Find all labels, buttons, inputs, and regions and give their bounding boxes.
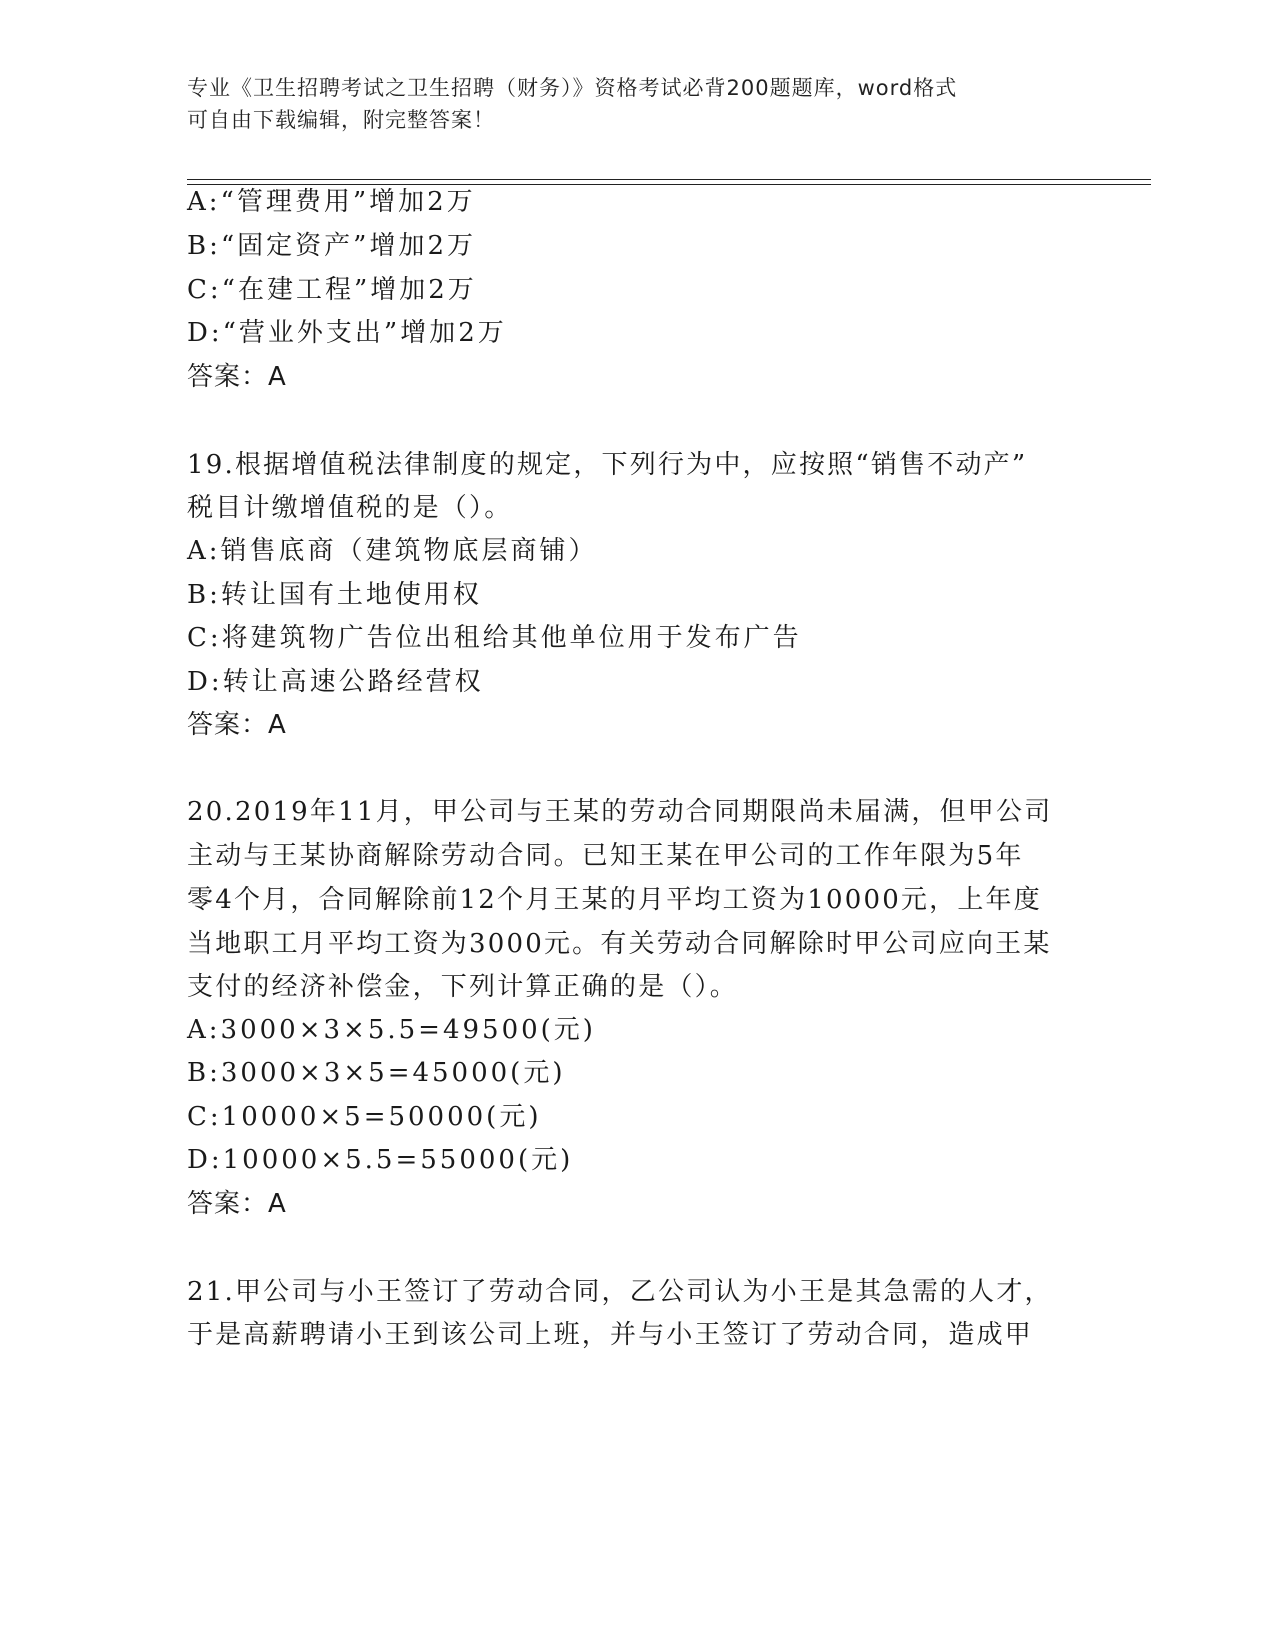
q20-option-a: A:3000×3×5.5=49500(元) bbox=[187, 1015, 596, 1045]
q18-option-a: A:“管理费用”增加2万 bbox=[187, 187, 476, 217]
q20-text-line-3: 零4个月，合同解除前12个月王某的月平均工资为10000元，上年度 bbox=[187, 885, 1042, 915]
header-title-line-2: 可自由下载编辑，附完整答案！ bbox=[187, 108, 495, 132]
q19-answer: 答案：A bbox=[187, 710, 287, 740]
q20-text-line-5: 支付的经济补偿金，下列计算正确的是（）。 bbox=[187, 972, 739, 1002]
q19-text-line-1: 19.根据增值税法律制度的规定，下列行为中，应按照“销售不动产” bbox=[187, 450, 1028, 480]
header-divider-bottom bbox=[187, 184, 1151, 185]
q18-option-d: D:“营业外支出”增加2万 bbox=[187, 318, 507, 348]
q20-text-line-1: 20.2019年11月，甲公司与王某的劳动合同期限尚未届满，但甲公司 bbox=[187, 797, 1053, 827]
q21-text-line-2: 于是高薪聘请小王到该公司上班，并与小王签订了劳动合同，造成甲 bbox=[187, 1320, 1034, 1350]
header-title-line-1: 专业《卫生招聘考试之卫生招聘（财务）》资格考试必背200题题库，word格式 bbox=[187, 76, 958, 100]
document-header bbox=[187, 72, 1067, 136]
q18-answer: 答案：A bbox=[187, 362, 287, 392]
q21-text-line-1: 21.甲公司与小王签订了劳动合同，乙公司认为小王是其急需的人才， bbox=[187, 1277, 1053, 1307]
q20-answer: 答案：A bbox=[187, 1189, 287, 1219]
q18-option-b: B:“固定资产”增加2万 bbox=[187, 231, 476, 261]
header-divider-top bbox=[187, 179, 1151, 180]
q20-option-c: C:10000×5=50000(元) bbox=[187, 1102, 542, 1132]
q19-option-a: A:销售底商（建筑物底层商铺） bbox=[187, 536, 598, 566]
q18-option-c: C:“在建工程”增加2万 bbox=[187, 275, 477, 305]
q19-option-d: D:转让高速公路经营权 bbox=[187, 667, 484, 697]
q19-option-c: C:将建筑物广告位出租给其他单位用于发布广告 bbox=[187, 623, 802, 653]
q20-text-line-4: 当地职工月平均工资为3000元。有关劳动合同解除时甲公司应向王某 bbox=[187, 929, 1052, 959]
q19-text-line-2: 税目计缴增值税的是（）。 bbox=[187, 493, 513, 523]
q20-option-b: B:3000×3×5=45000(元) bbox=[187, 1058, 566, 1088]
q19-option-b: B:转让国有土地使用权 bbox=[187, 580, 482, 610]
q20-option-d: D:10000×5.5=55000(元) bbox=[187, 1145, 574, 1175]
q20-text-line-2: 主动与王某协商解除劳动合同。已知王某在甲公司的工作年限为5年 bbox=[187, 841, 1024, 871]
